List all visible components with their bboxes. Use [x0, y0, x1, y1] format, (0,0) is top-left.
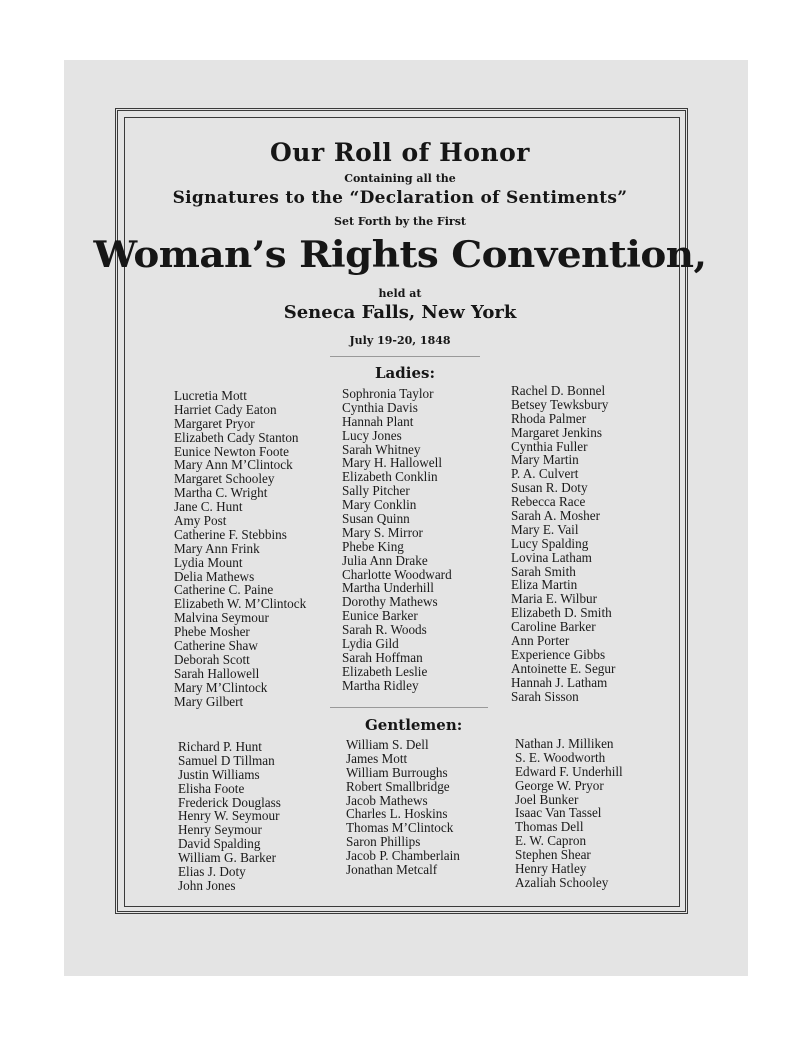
signer-name: Frederick Douglass	[178, 794, 281, 810]
signer-name: Sarah Whitney	[342, 441, 421, 457]
signer-name: Hannah J. Latham	[511, 674, 608, 690]
signer-name: Nathan J. Milliken	[515, 736, 614, 751]
signer-name: P. A. Culvert	[511, 466, 579, 482]
signer-name: Jane C. Hunt	[174, 499, 243, 515]
signer-name: Sarah Hoffman	[342, 649, 423, 665]
signer-name: Mary M’Clintock	[174, 679, 268, 695]
signer-name: Cynthia Davis	[342, 399, 418, 415]
signer-name: Elizabeth Leslie	[342, 663, 428, 679]
signer-name: S. E. Woodworth	[515, 749, 606, 765]
signer-name: Elizabeth W. M’Clintock	[174, 596, 307, 612]
signer-name: Henry Seymour	[178, 822, 262, 838]
ladies-column-2	[342, 387, 452, 693]
signer-name: Rhoda Palmer	[511, 410, 587, 426]
signer-name: George W. Pryor	[515, 777, 604, 793]
signer-name: Thomas Dell	[515, 819, 584, 835]
signer-name: Cynthia Fuller	[511, 438, 588, 454]
signer-name: Stephen Shear	[515, 847, 591, 863]
signer-name: Jacob Mathews	[346, 792, 428, 808]
signer-name: William Burroughs	[346, 764, 448, 780]
subtitle-line: Signatures to the “Declaration of Sentiments”	[172, 188, 628, 208]
signer-name: Amy Post	[174, 513, 227, 529]
signer-name: Eliza Martin	[511, 577, 578, 593]
signer-name: Jonathan Metcalf	[346, 862, 438, 878]
gentlemen-column-3	[515, 737, 623, 890]
signer-name: William G. Barker	[178, 850, 276, 866]
signer-name: Mary Martin	[511, 452, 579, 468]
signer-name: Margaret Jenkins	[511, 424, 602, 440]
date: July 19-20, 1848	[349, 334, 451, 347]
subtitle-line: Containing all the	[344, 172, 456, 185]
signer-name: Harriet Cady Eaton	[174, 401, 277, 417]
document-title: Our Roll of Honor	[270, 138, 530, 167]
ladies-column-1	[174, 389, 306, 708]
signer-name: Martha C. Wright	[174, 485, 268, 501]
signer-name: Hannah Plant	[342, 413, 414, 429]
signer-name: Dorothy Mathews	[342, 594, 438, 610]
gentlemen-column-1	[178, 740, 281, 893]
signer-name: Lucy Jones	[342, 427, 402, 443]
signer-name: Phebe King	[342, 538, 404, 554]
signer-name: Lydia Mount	[174, 554, 243, 570]
signer-name: Jacob P. Chamberlain	[346, 848, 460, 864]
signer-name: Elias J. Doty	[178, 864, 246, 880]
signer-name: Eunice Newton Foote	[174, 443, 289, 459]
signer-name: Henry Hatley	[515, 861, 587, 877]
signer-name: Mary E. Vail	[511, 521, 579, 537]
divider	[330, 356, 480, 357]
signer-name: Joel Bunker	[515, 791, 579, 807]
signer-name: James Mott	[346, 750, 408, 766]
signer-name: Lydia Gild	[342, 636, 399, 652]
signer-name: Saron Phillips	[346, 834, 421, 850]
signer-name: Sarah Hallowell	[174, 665, 260, 681]
signer-name: Lucy Spalding	[511, 535, 589, 551]
signer-name: Catherine C. Paine	[174, 582, 274, 598]
signer-name: Deborah Scott	[174, 651, 250, 667]
gentlemen-heading: Gentlemen:	[365, 716, 463, 734]
signer-name: Betsey Tewksbury	[511, 396, 609, 412]
signer-name: Charles L. Hoskins	[346, 806, 448, 822]
signer-name: John Jones	[178, 877, 236, 893]
signer-name: Mary Ann M’Clintock	[174, 457, 293, 473]
signer-name: Antoinette E. Segur	[511, 660, 616, 676]
signer-name: Richard P. Hunt	[178, 739, 262, 754]
signer-name: Ann Porter	[511, 633, 570, 649]
convention-title: Woman’s Rights Convention,	[93, 234, 707, 276]
signer-name: Charlotte Woodward	[342, 566, 452, 582]
ladies-column-3	[511, 384, 615, 703]
signer-name: Edward F. Underhill	[515, 763, 623, 779]
signer-name: Mary S. Mirror	[342, 524, 423, 540]
signer-name: E. W. Capron	[515, 833, 587, 849]
signer-name: Mary H. Hallowell	[342, 455, 442, 471]
signer-name: Catherine Shaw	[174, 638, 258, 654]
signer-name: Maria E. Wilbur	[511, 591, 598, 607]
signer-name: Sarah Sisson	[511, 688, 579, 704]
signer-name: Samuel D Tillman	[178, 752, 275, 768]
signer-name: Sarah A. Mosher	[511, 508, 601, 524]
signer-name: Thomas M’Clintock	[346, 820, 454, 836]
signer-name: Sally Pitcher	[342, 483, 410, 499]
signer-name: Mary Conklin	[342, 497, 417, 513]
signer-name: Margaret Pryor	[174, 415, 255, 431]
signer-name: Elisha Foote	[178, 780, 245, 796]
signer-name: Justin Williams	[178, 766, 260, 782]
signer-name: Phebe Mosher	[174, 624, 250, 640]
signer-name: Mary Gilbert	[174, 693, 244, 709]
signer-name: Sophronia Taylor	[342, 386, 434, 401]
subtitle-line: Set Forth by the First	[334, 215, 466, 228]
signer-name: Isaac Van Tassel	[515, 805, 602, 821]
signer-name: Azaliah Schooley	[515, 874, 609, 890]
signer-name: Rebecca Race	[511, 494, 586, 510]
signer-name: Malvina Seymour	[174, 610, 269, 626]
signer-name: Martha Underhill	[342, 580, 434, 596]
signer-name: Lovina Latham	[511, 549, 592, 565]
signer-name: Delia Mathews	[174, 568, 255, 584]
location: Seneca Falls, New York	[283, 302, 517, 323]
signer-name: Susan R. Doty	[511, 480, 588, 496]
signer-name: Caroline Barker	[511, 619, 596, 635]
signer-name: Sarah R. Woods	[342, 622, 427, 638]
signer-name: Elizabeth Conklin	[342, 469, 438, 485]
signer-name: Henry W. Seymour	[178, 808, 280, 824]
gentlemen-column-2	[346, 738, 460, 877]
signer-name: Lucretia Mott	[174, 388, 247, 403]
signer-name: Julia Ann Drake	[342, 552, 428, 568]
signer-name: Susan Quinn	[342, 511, 410, 527]
ladies-heading: Ladies:	[375, 364, 435, 382]
signer-name: Margaret Schooley	[174, 471, 275, 487]
divider	[330, 707, 488, 708]
signer-name: Experience Gibbs	[511, 646, 606, 662]
subtitle-line: held at	[378, 287, 422, 300]
signer-name: Catherine F. Stebbins	[174, 526, 287, 542]
signer-name: Sarah Smith	[511, 563, 576, 579]
signer-name: Eunice Barker	[342, 608, 418, 624]
signer-name: William S. Dell	[346, 737, 429, 752]
signer-name: David Spalding	[178, 836, 261, 852]
signer-name: Rachel D. Bonnel	[511, 383, 606, 398]
signer-name: Mary Ann Frink	[174, 540, 260, 556]
signer-name: Robert Smallbridge	[346, 778, 450, 794]
signer-name: Elizabeth Cady Stanton	[174, 429, 299, 445]
signer-name: Martha Ridley	[342, 677, 419, 693]
signer-name: Elizabeth D. Smith	[511, 605, 612, 621]
